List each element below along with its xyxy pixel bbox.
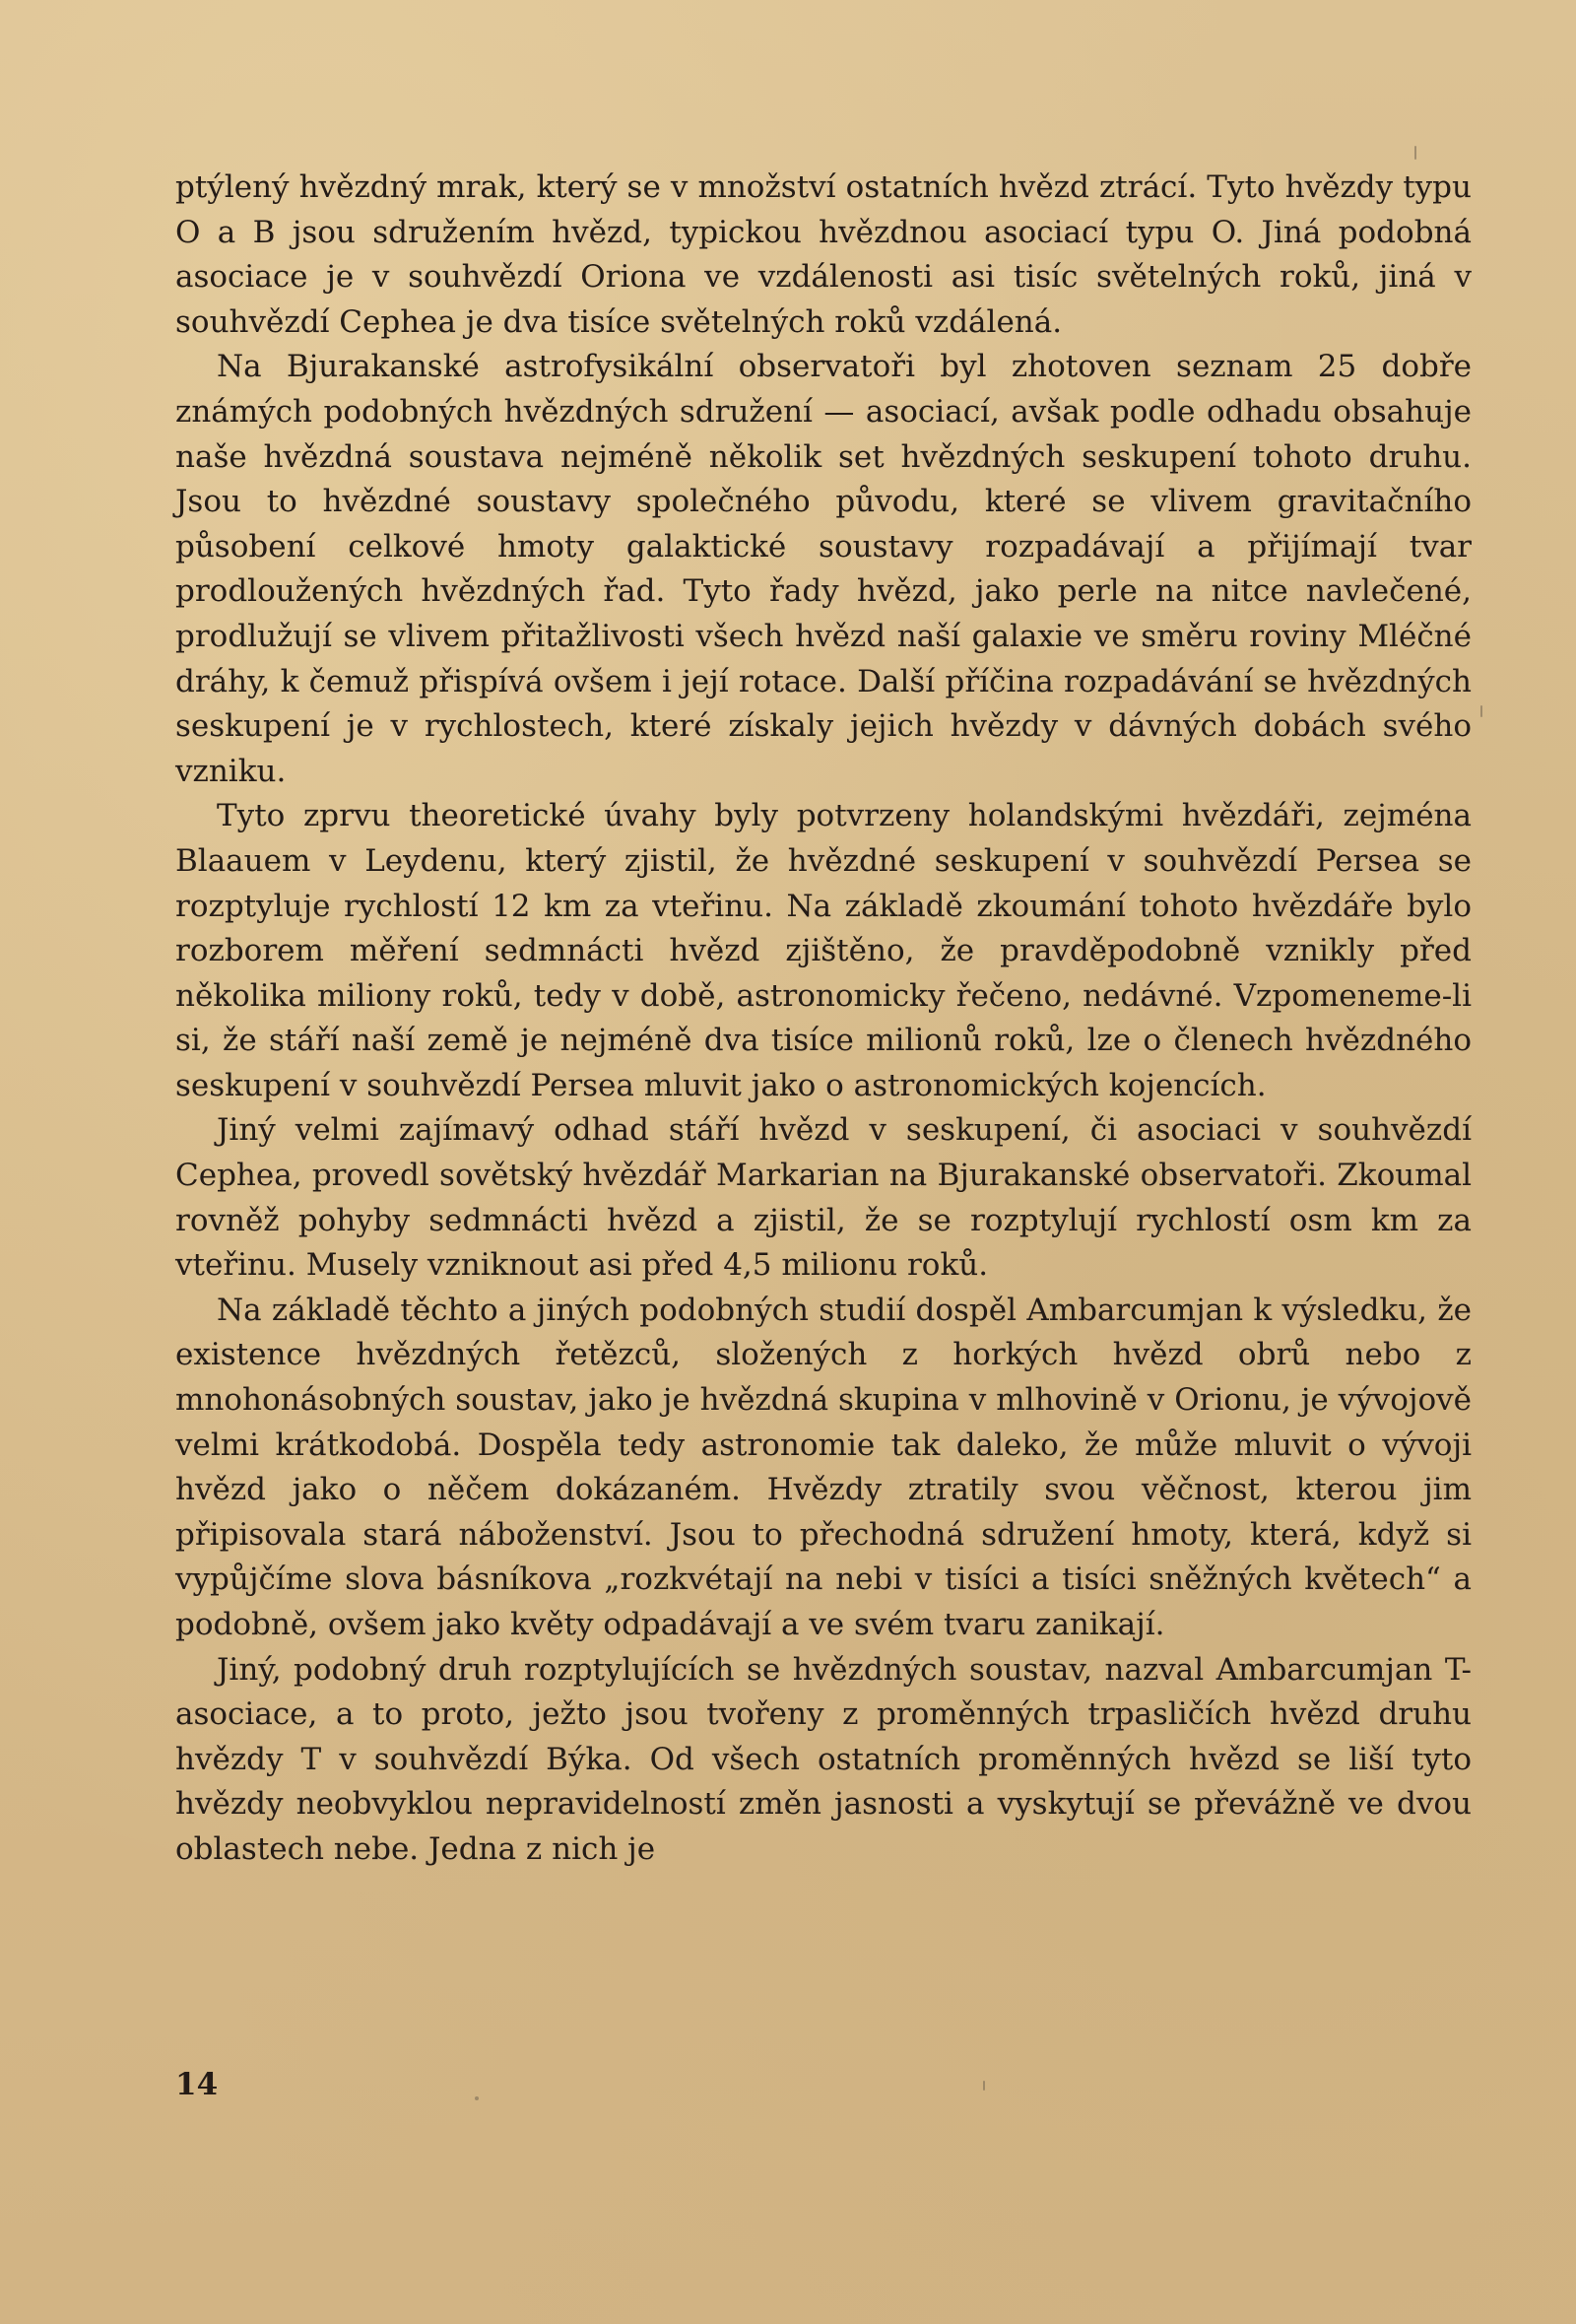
paragraph-2: Na Bjurakanské astrofysikální observatoři byl zhotoven seznam 25 dobře známých podobných hvězdných sdružení — asociací, avšak podle odhadu obsahuje naše hvězdná soustava nejméně několik set hvězdných seskupení tohoto druhu. Jsou to hvězdné soustavy společného původu, které se vlivem gravitačního působení celkové hmoty galaktické soustavy rozpadávají a přijímají tvar prodloužených hvězdných řad. Tyto řady hvězd, jako perle na nitce navlečené, prodlužují se vlivem přitažlivosti všech hvězd naší galaxie ve směru roviny Mléčné dráhy, k čemuž přispívá ovšem i její rotace. Další příčina rozpadávání se hvězdných seskupení je v rychlostech, které získaly jejich hvězdy v dávných dobách svého vzniku.: [175, 349, 1472, 789]
paper-speck: [1414, 146, 1416, 160]
paper-speck: [475, 2096, 479, 2100]
paragraph-3: Tyto zprvu theoretické úvahy byly potvrzeny holandskými hvězdáři, zejména Blaauem v Leydenu, který zjistil, že hvězdné seskupení v souhvězdí Persea se rozptyluje rychlostí 12 km za vteřinu. Na základě zkoumání tohoto hvězdáře bylo rozborem měření sedmnácti hvězd zjištěno, že pravděpodobně vznikly před několika miliony roků, tedy v době, astronomicky řečeno, nedávné. Vzpomeneme-li si, že stáří naší země je nejméně dva tisíce milionů roků, lze o členech hvězdného seskupení v souhvězdí Persea mluvit jako o astronomických kojencích.: [175, 798, 1472, 1103]
paper-speck: [1480, 705, 1482, 717]
paragraph-5: Na základě těchto a jiných podobných studií dospěl Ambarcumjan k výsledku, že existence hvězdných řetězců, složených z horkých hvězd obrů nebo z mnohonásobných soustav, jako je hvězdná skupina v mlhovině v Orionu, je vývojově velmi krátkodobá. Dospěla tedy astronomie tak daleko, že může mluvit o vývoji hvězd jako o něčem dokázaném. Hvězdy ztratily svou věčnost, kterou jim připisovala stará náboženství. Jsou to přechodná sdružení hmoty, která, když si vypůjčíme slova básníkova „rozkvétají na nebi v tisíci a tisíci sněžných květech“ a podobně, ovšem jako květy odpadávají a ve svém tvaru zanikají.: [175, 1292, 1472, 1642]
page-number: 14: [175, 2067, 219, 2102]
paper-speck: [983, 2081, 985, 2091]
paragraph-4: Jiný velmi zajímavý odhad stáří hvězd v seskupení, či asociaci v souhvězdí Cephea, provedl sovětský hvězdář Markarian na Bjurakanské observatoři. Zkoumal rovněž pohyby sedmnácti hvězd a zjistil, že se rozptylují rychlostí osm km za vteřinu. Musely vzniknout asi před 4,5 milionu roků.: [175, 1112, 1472, 1284]
paragraph-1: ptýlený hvězdný mrak, který se v množství ostatních hvězd ztrácí. Tyto hvězdy typu O a B jsou sdružením hvězd, typickou hvězdnou asociací typu O. Jiná podobná asociace je v souhvězdí Oriona ve vzdálenosti asi tisíc světelných roků, jiná v souhvězdí Cephea je dva tisíce světelných roků vzdálená.: [175, 169, 1472, 340]
paragraph-6: Jiný, podobný druh rozptylujících se hvězdných soustav, nazval Ambarcumjan T-asociace, a to proto, ježto jsou tvořeny z proměnných trpasličích hvězd druhu hvězdy T v souhvězdí Býka. Od všech ostatních proměnných hvězd se liší tyto hvězdy neobvyklou nepravidelností změn jasnosti a vyskytují se převážně ve dvou oblastech nebe. Jedna z nich je: [175, 1651, 1472, 1867]
body-text: [175, 166, 1472, 1873]
